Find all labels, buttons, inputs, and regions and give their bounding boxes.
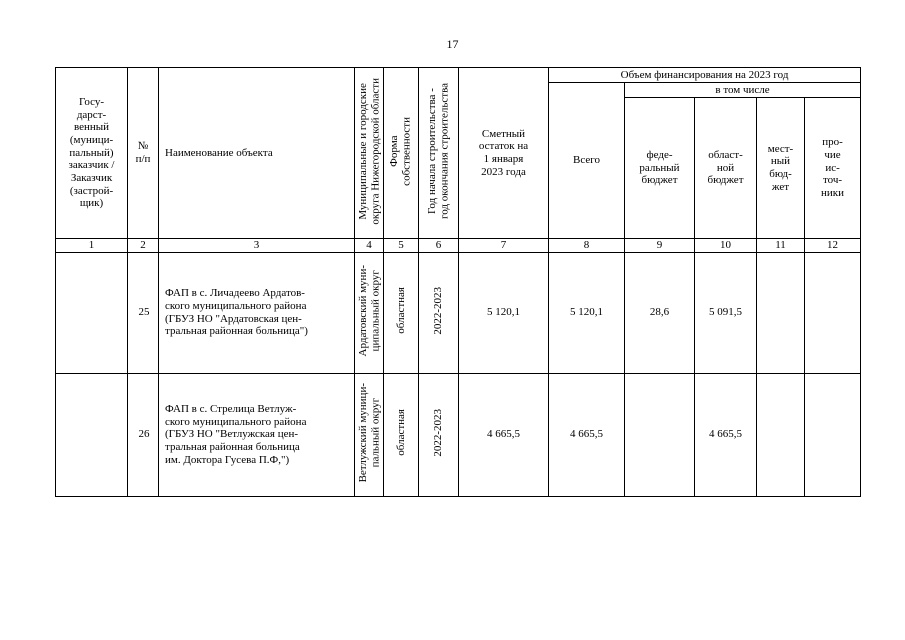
header-years: Год начала строительства - год окончания строительства — [425, 83, 451, 220]
column-number: 2 — [128, 239, 159, 253]
header-federal: феде- ральный бюджет — [625, 98, 695, 239]
header-balance: Сметный остаток на 1 января 2023 года — [459, 68, 549, 239]
column-number: 9 — [625, 239, 695, 253]
cell-balance: 5 120,1 — [459, 252, 549, 373]
header-object-name: Наименование объекта — [159, 68, 355, 239]
header-including: в том числе — [625, 83, 861, 98]
header-local: мест- ный бюд- жет — [757, 98, 805, 239]
cell-municipality-cell — [355, 252, 384, 373]
table-row — [56, 252, 861, 373]
header-financing: Объем финансирования на 2023 год — [549, 68, 861, 83]
column-number: 11 — [757, 239, 805, 253]
cell-local — [757, 373, 805, 496]
cell-object-name: ФАП в с. Стрелица Ветлуж- ского муниципального района (ГБУЗ НО "Ветлужская цен- тральная районная больница им. Доктора Гусева П.Ф,") — [159, 373, 355, 496]
cell-balance: 4 665,5 — [459, 373, 549, 496]
header-other: про- чие ис- точ- ники — [805, 98, 861, 239]
cell-ownership: областная — [394, 409, 407, 457]
column-number: 4 — [355, 239, 384, 253]
header-years-cell — [419, 68, 459, 239]
cell-years: 2022-2023 — [432, 408, 445, 457]
cell-total: 5 120,1 — [549, 252, 625, 373]
cell-municipality: Ардатовский муни- ципальный округ — [357, 265, 382, 357]
cell-ownership-cell — [384, 252, 419, 373]
table-row — [56, 373, 861, 496]
column-number: 1 — [56, 239, 128, 253]
page-number: 17 — [446, 37, 459, 51]
header-customer: Госу- дарст- венный (муници- пальный) заказчик / Заказчик (застрой- щик) — [56, 68, 128, 239]
cell-municipality-cell — [355, 373, 384, 496]
cell-years: 2022-2023 — [432, 286, 445, 335]
financing-table — [55, 67, 861, 497]
column-number: 6 — [419, 239, 459, 253]
cell-customer — [56, 252, 128, 373]
cell-local — [757, 252, 805, 373]
column-number: 5 — [384, 239, 419, 253]
header-municipality-cell — [355, 68, 384, 239]
cell-municipality: Ветлужский муници- пальный округ — [357, 383, 382, 483]
cell-federal — [625, 373, 695, 496]
column-number: 3 — [159, 239, 355, 253]
cell-total: 4 665,5 — [549, 373, 625, 496]
cell-regional: 5 091,5 — [695, 252, 757, 373]
header-municipality: Муниципальные и городские округа Нижегородской области — [357, 77, 382, 225]
header-ownership-cell — [384, 68, 419, 239]
cell-ownership: областная — [394, 287, 407, 335]
cell-ownership-cell — [384, 373, 419, 496]
cell-other — [805, 373, 861, 496]
cell-regional: 4 665,5 — [695, 373, 757, 496]
header-regional: област- ной бюджет — [695, 98, 757, 239]
column-number: 7 — [459, 239, 549, 253]
header-total: Всего — [549, 83, 625, 239]
header-num: № п/п — [128, 68, 159, 239]
cell-years-cell — [419, 373, 459, 496]
cell-object-name: ФАП в с. Личадеево Ардатов- ского муниципального района (ГБУЗ НО "Ардатовская цен- тральная районная больница") — [159, 252, 355, 373]
column-number-row — [56, 239, 861, 253]
cell-num: 26 — [128, 373, 159, 496]
cell-other — [805, 252, 861, 373]
cell-federal: 28,6 — [625, 252, 695, 373]
cell-num: 25 — [128, 252, 159, 373]
column-number: 10 — [695, 239, 757, 253]
column-number: 8 — [549, 239, 625, 253]
cell-customer — [56, 373, 128, 496]
column-number: 12 — [805, 239, 861, 253]
cell-years-cell — [419, 252, 459, 373]
header-row-1 — [56, 68, 861, 83]
header-ownership: Форма собственности — [388, 116, 413, 186]
